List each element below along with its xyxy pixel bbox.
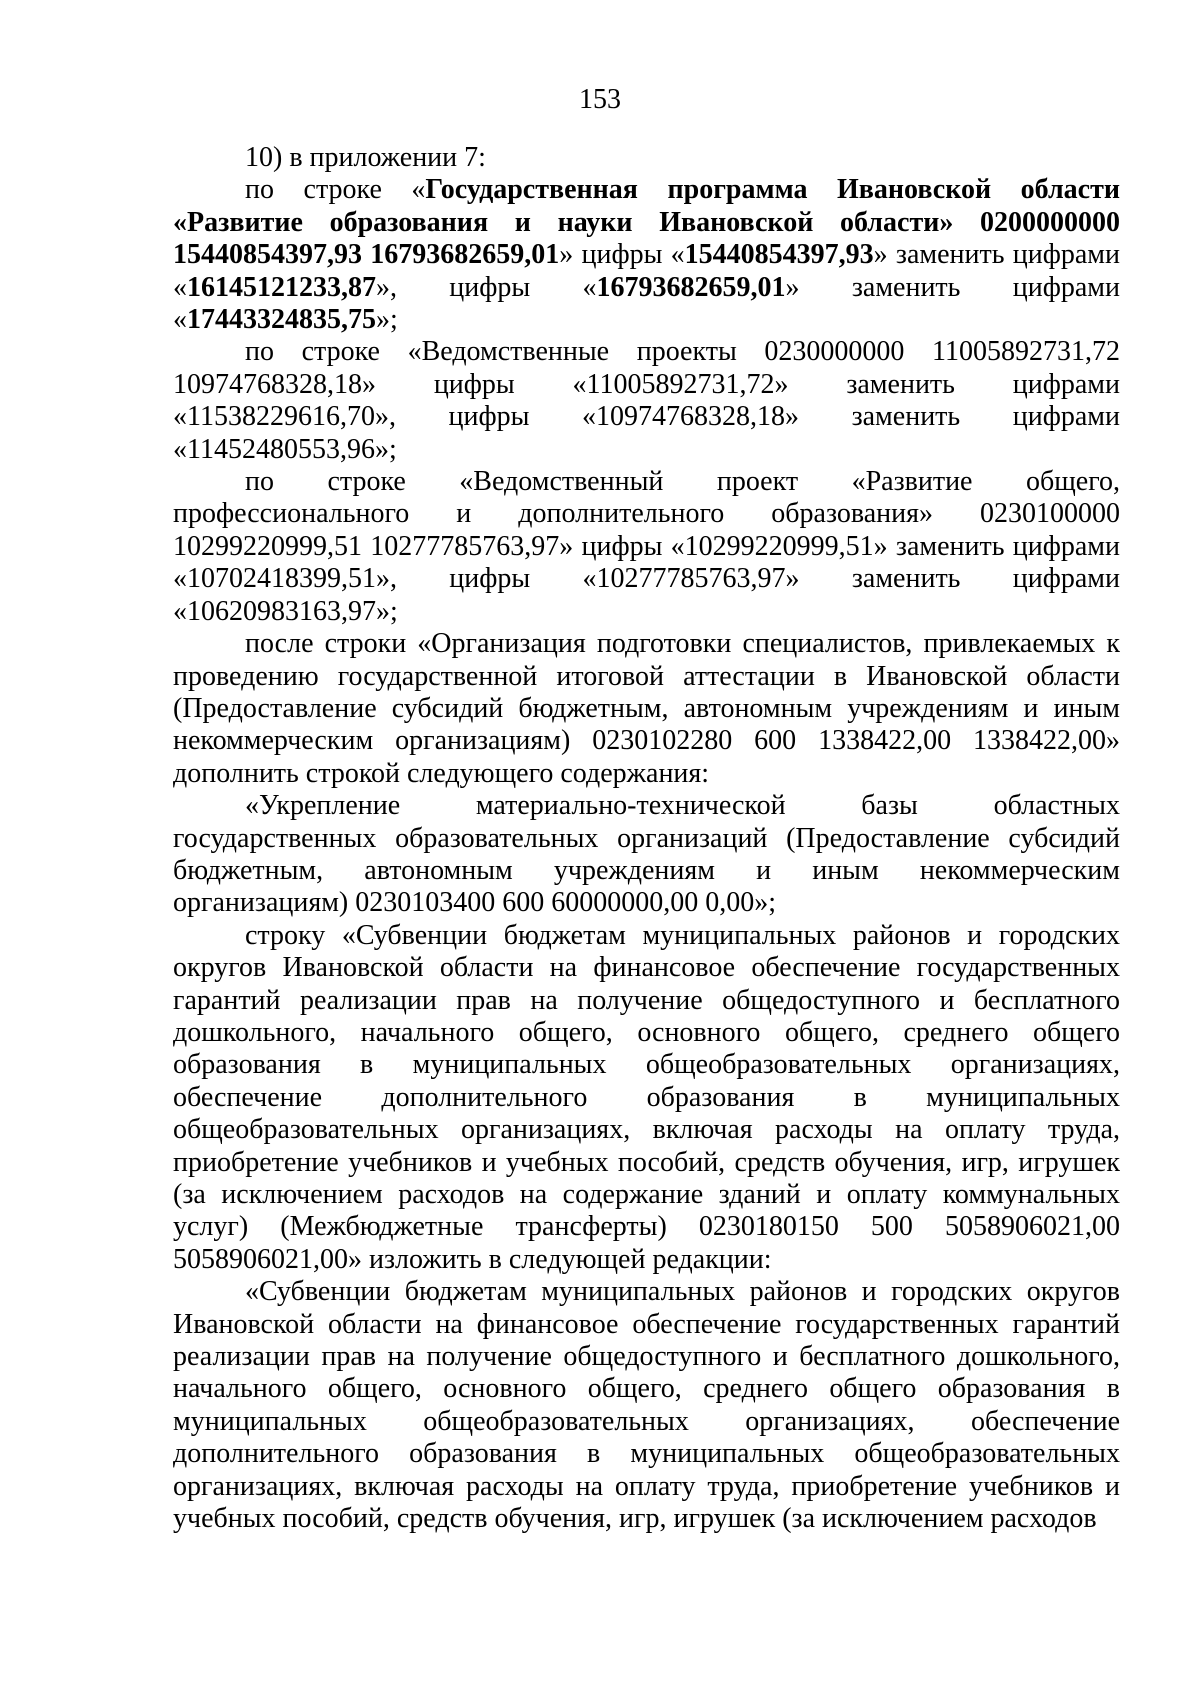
paragraph-after-row: после строки «Организация подготовки специалистов, привлекаемых к проведению государственной итоговой аттестации в Ивановской области (Предоставление субсидий бюджетным, автономным учреждениям и иным некоммерческим организациям) 0230102280 600 1338422,00 1338422,00» дополнить строкой следующего содержания: (173, 628, 1120, 789)
document-body (173, 142, 1120, 1535)
text-fragment: » цифры « (559, 239, 685, 271)
old-value: 16793682659,01 (596, 271, 786, 303)
paragraph-program-row (173, 174, 1120, 336)
row-name: Государственная программа Ивановской области «Развитие образования и науки Ивановской области» 0200000000 15440854397,93 16793682659,01 (173, 174, 1120, 271)
text-fragment: »; (376, 304, 398, 336)
paragraph-new-row: «Укрепление материально-технической базы областных государственных образовательных организаций (Предоставление субсидий бюджетным, автономным учреждениям и иным некоммерческим организациям) 0230103400 600 60000000,00 0,00»; (173, 790, 1120, 919)
paragraph-departmental-projects: по строке «Ведомственные проекты 0230000000 11005892731,72 10974768328,18» цифры «11005892731,72» заменить цифрами «11538229616,70», цифры «10974768328,18» заменить цифрами «11452480553,96»; (173, 336, 1120, 465)
new-value: 16145121233,87 (187, 271, 376, 303)
paragraph-new-edition: «Субвенции бюджетам муниципальных районов и городских округов Ивановской области на финансовое обеспечение государственных гарантий реализации прав на получение общедоступного и бесплатного дошкольного, начального общего, основного общего, среднего общего образования в муниципальных общеобразовательных организациях, обеспечение дополнительного образования в муниципальных общеобразовательных организациях, включая расходы на оплату труда, приобретение учебников и учебных пособий, средств обучения, игр, игрушек (за исключением расходов (173, 1276, 1120, 1535)
text-fragment: по строке « (245, 174, 426, 206)
paragraph-departmental-project: по строке «Ведомственный проект «Развитие общего, профессионального и дополнительного образования» 0230100000 10299220999,51 10277785763,97» цифры «10299220999,51» заменить цифрами «10702418399,51», цифры «10277785763,97» заменить цифрами «10620983163,97»; (173, 466, 1120, 627)
section-heading: 10) в приложении 7: (245, 142, 486, 173)
paragraph-replace-row: строку «Субвенции бюджетам муниципальных районов и городских округов Ивановской области на финансовое обеспечение государственных гарантий реализации прав на получение общедоступного и бесплатного дошкольного, начального общего, основного общего, среднего общего образования в муниципальных общеобразовательных организациях, обеспечение дополнительного образования в муниципальных общеобразовательных организациях, включая расходы на оплату труда, приобретение учебников и учебных пособий, средств обучения, игр, игрушек (за исключением расходов на содержание зданий и оплату коммунальных услуг) (Межбюджетные трансферты) 0230180150 500 5058906021,00 5058906021,00» изложить в следующей редакции: (173, 919, 1120, 1275)
page-number: 153 (579, 84, 621, 115)
old-value: 15440854397,93 (684, 239, 874, 271)
text-fragment: », цифры « (376, 271, 597, 303)
text-fragment: » заменить цифрами « (173, 239, 1120, 303)
text-fragment: » заменить цифрами « (173, 271, 1120, 336)
new-value: 17443324835,75 (187, 304, 376, 336)
